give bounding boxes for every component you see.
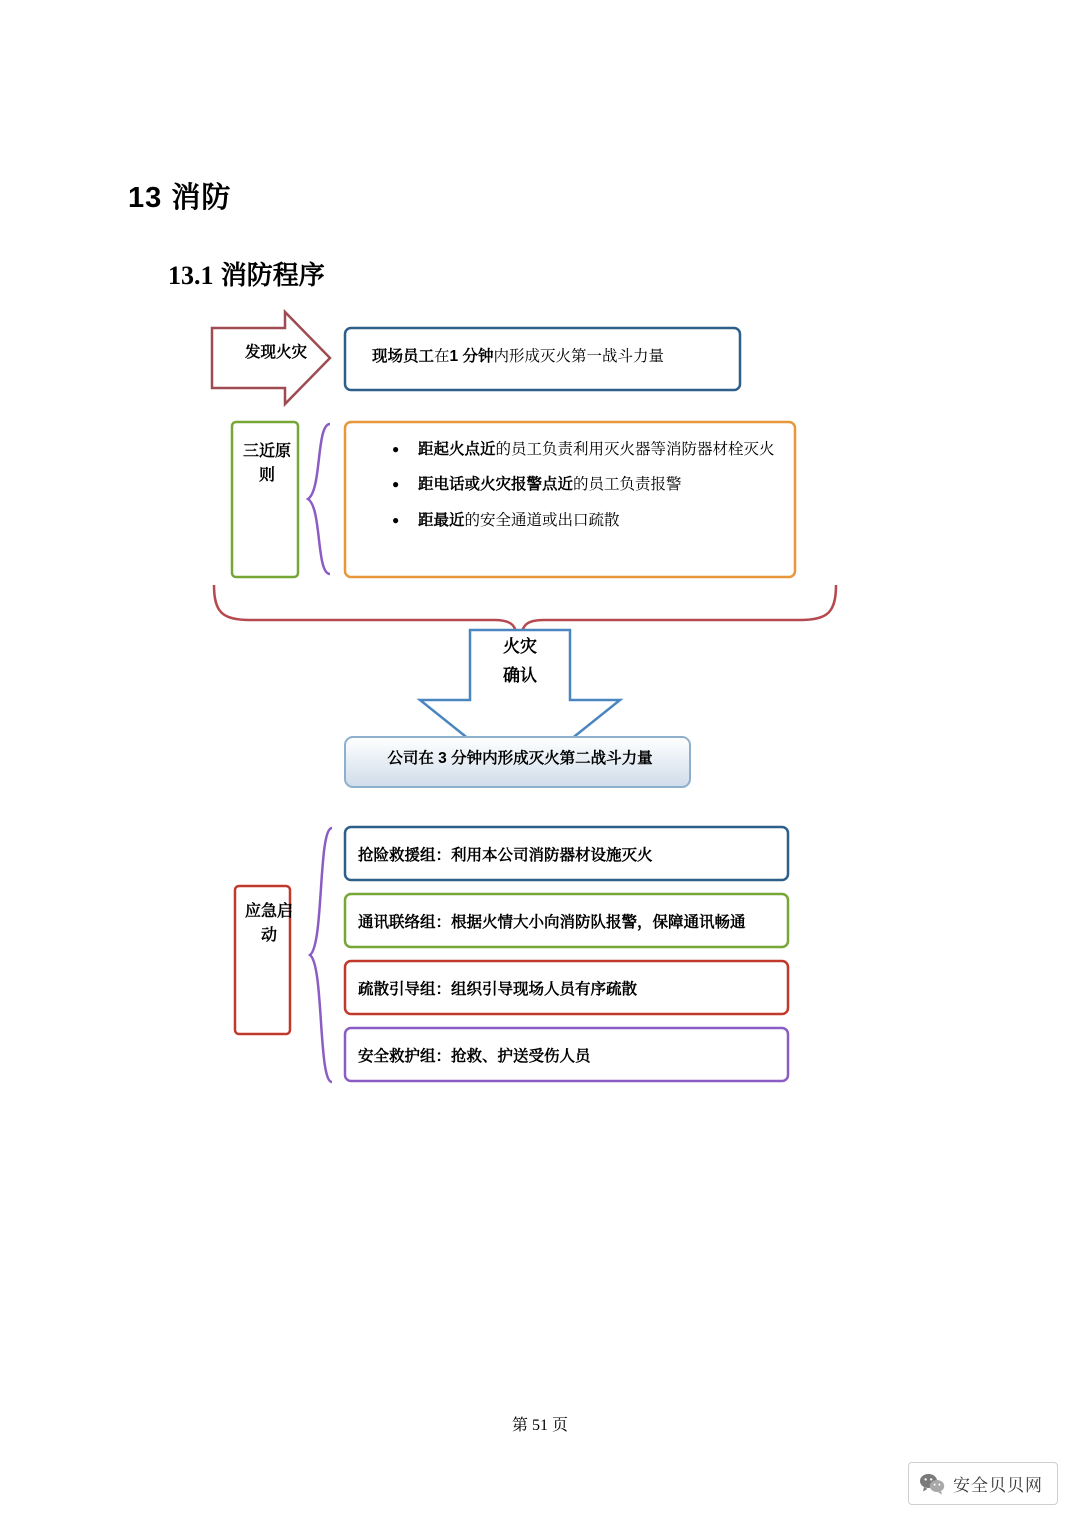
- fire-safety-flowchart: [0, 300, 1080, 1130]
- group-3-desc: 组织引导现场人员有序疏散: [451, 981, 638, 998]
- entry-arrow-label: 发现火灾: [244, 344, 307, 361]
- groups-brace: [310, 828, 332, 1082]
- principle-2-rest: 的员工负责报警: [573, 476, 682, 494]
- step1-prefix: 现场员工: [372, 348, 435, 365]
- principle-label: 三近原则: [243, 443, 292, 484]
- group-3-name: 疏散引导组: [358, 981, 436, 998]
- page-heading-1: 13 消防: [128, 182, 232, 214]
- step1-text: [372, 346, 722, 368]
- principle-list: [392, 438, 782, 544]
- group-4-sep: ：: [435, 1048, 452, 1065]
- principle-3-rest: 的安全通道或出口疏散: [464, 511, 620, 529]
- group-2-name: 通讯联络组: [358, 914, 436, 931]
- fire-confirm-line-1: 火灾: [503, 637, 537, 656]
- group-3-text: [358, 979, 778, 1001]
- group-3-sep: ：: [435, 981, 452, 998]
- group-2-text: [358, 912, 778, 934]
- watermark-text: 安全贝贝网: [953, 1476, 1043, 1495]
- emergency-label: 应急启动: [245, 903, 294, 944]
- list-item: [392, 438, 782, 461]
- group-1-name: 抢险救援组: [358, 847, 436, 864]
- group-1-sep: ：: [435, 847, 452, 864]
- group-4-text: [358, 1046, 778, 1068]
- principle-2-bold: 距电话或火灾报警点近: [418, 476, 574, 494]
- group-1-desc: 利用本公司消防器材设施灭火: [451, 847, 653, 864]
- heading-2-number: 13.1: [168, 261, 214, 290]
- heading-2-title: 消防程序: [220, 260, 325, 290]
- step1-middle: 在: [434, 348, 450, 365]
- page-number: 第 51 页: [511, 1417, 568, 1434]
- group-4-name: 安全救护组: [358, 1048, 436, 1065]
- principle-1-bold: 距起火点近: [418, 441, 496, 458]
- step1-suffix: 内形成灭火第一战斗力量: [493, 348, 664, 365]
- fire-confirm-label: [470, 633, 570, 691]
- principle-3-bold: 距最近: [418, 511, 465, 529]
- fire-confirm-line-2: 确认: [503, 665, 537, 685]
- step1-highlight: 1 分钟: [449, 348, 494, 365]
- group-2-desc: 根据火情大小向消防队报警，保障通讯畅通: [451, 914, 746, 931]
- page-heading-2: [168, 255, 325, 292]
- list-item: [392, 509, 782, 532]
- group-4-desc: 抢救、护送受伤人员: [451, 1048, 591, 1065]
- group-1-text: [358, 845, 778, 867]
- group-2-sep: ：: [435, 914, 452, 931]
- watermark-badge: [908, 1462, 1058, 1505]
- flowchart-graphics: [0, 300, 1080, 1130]
- principle-1-rest: 的员工负责利用灭火器等消防器材栓灭火: [495, 441, 775, 458]
- wechat-icon: [919, 1473, 945, 1495]
- step2-text: 公司在 3 分钟内形成灭火第二战斗力量: [387, 750, 653, 767]
- list-item: [392, 473, 782, 496]
- principle-brace: [308, 424, 330, 574]
